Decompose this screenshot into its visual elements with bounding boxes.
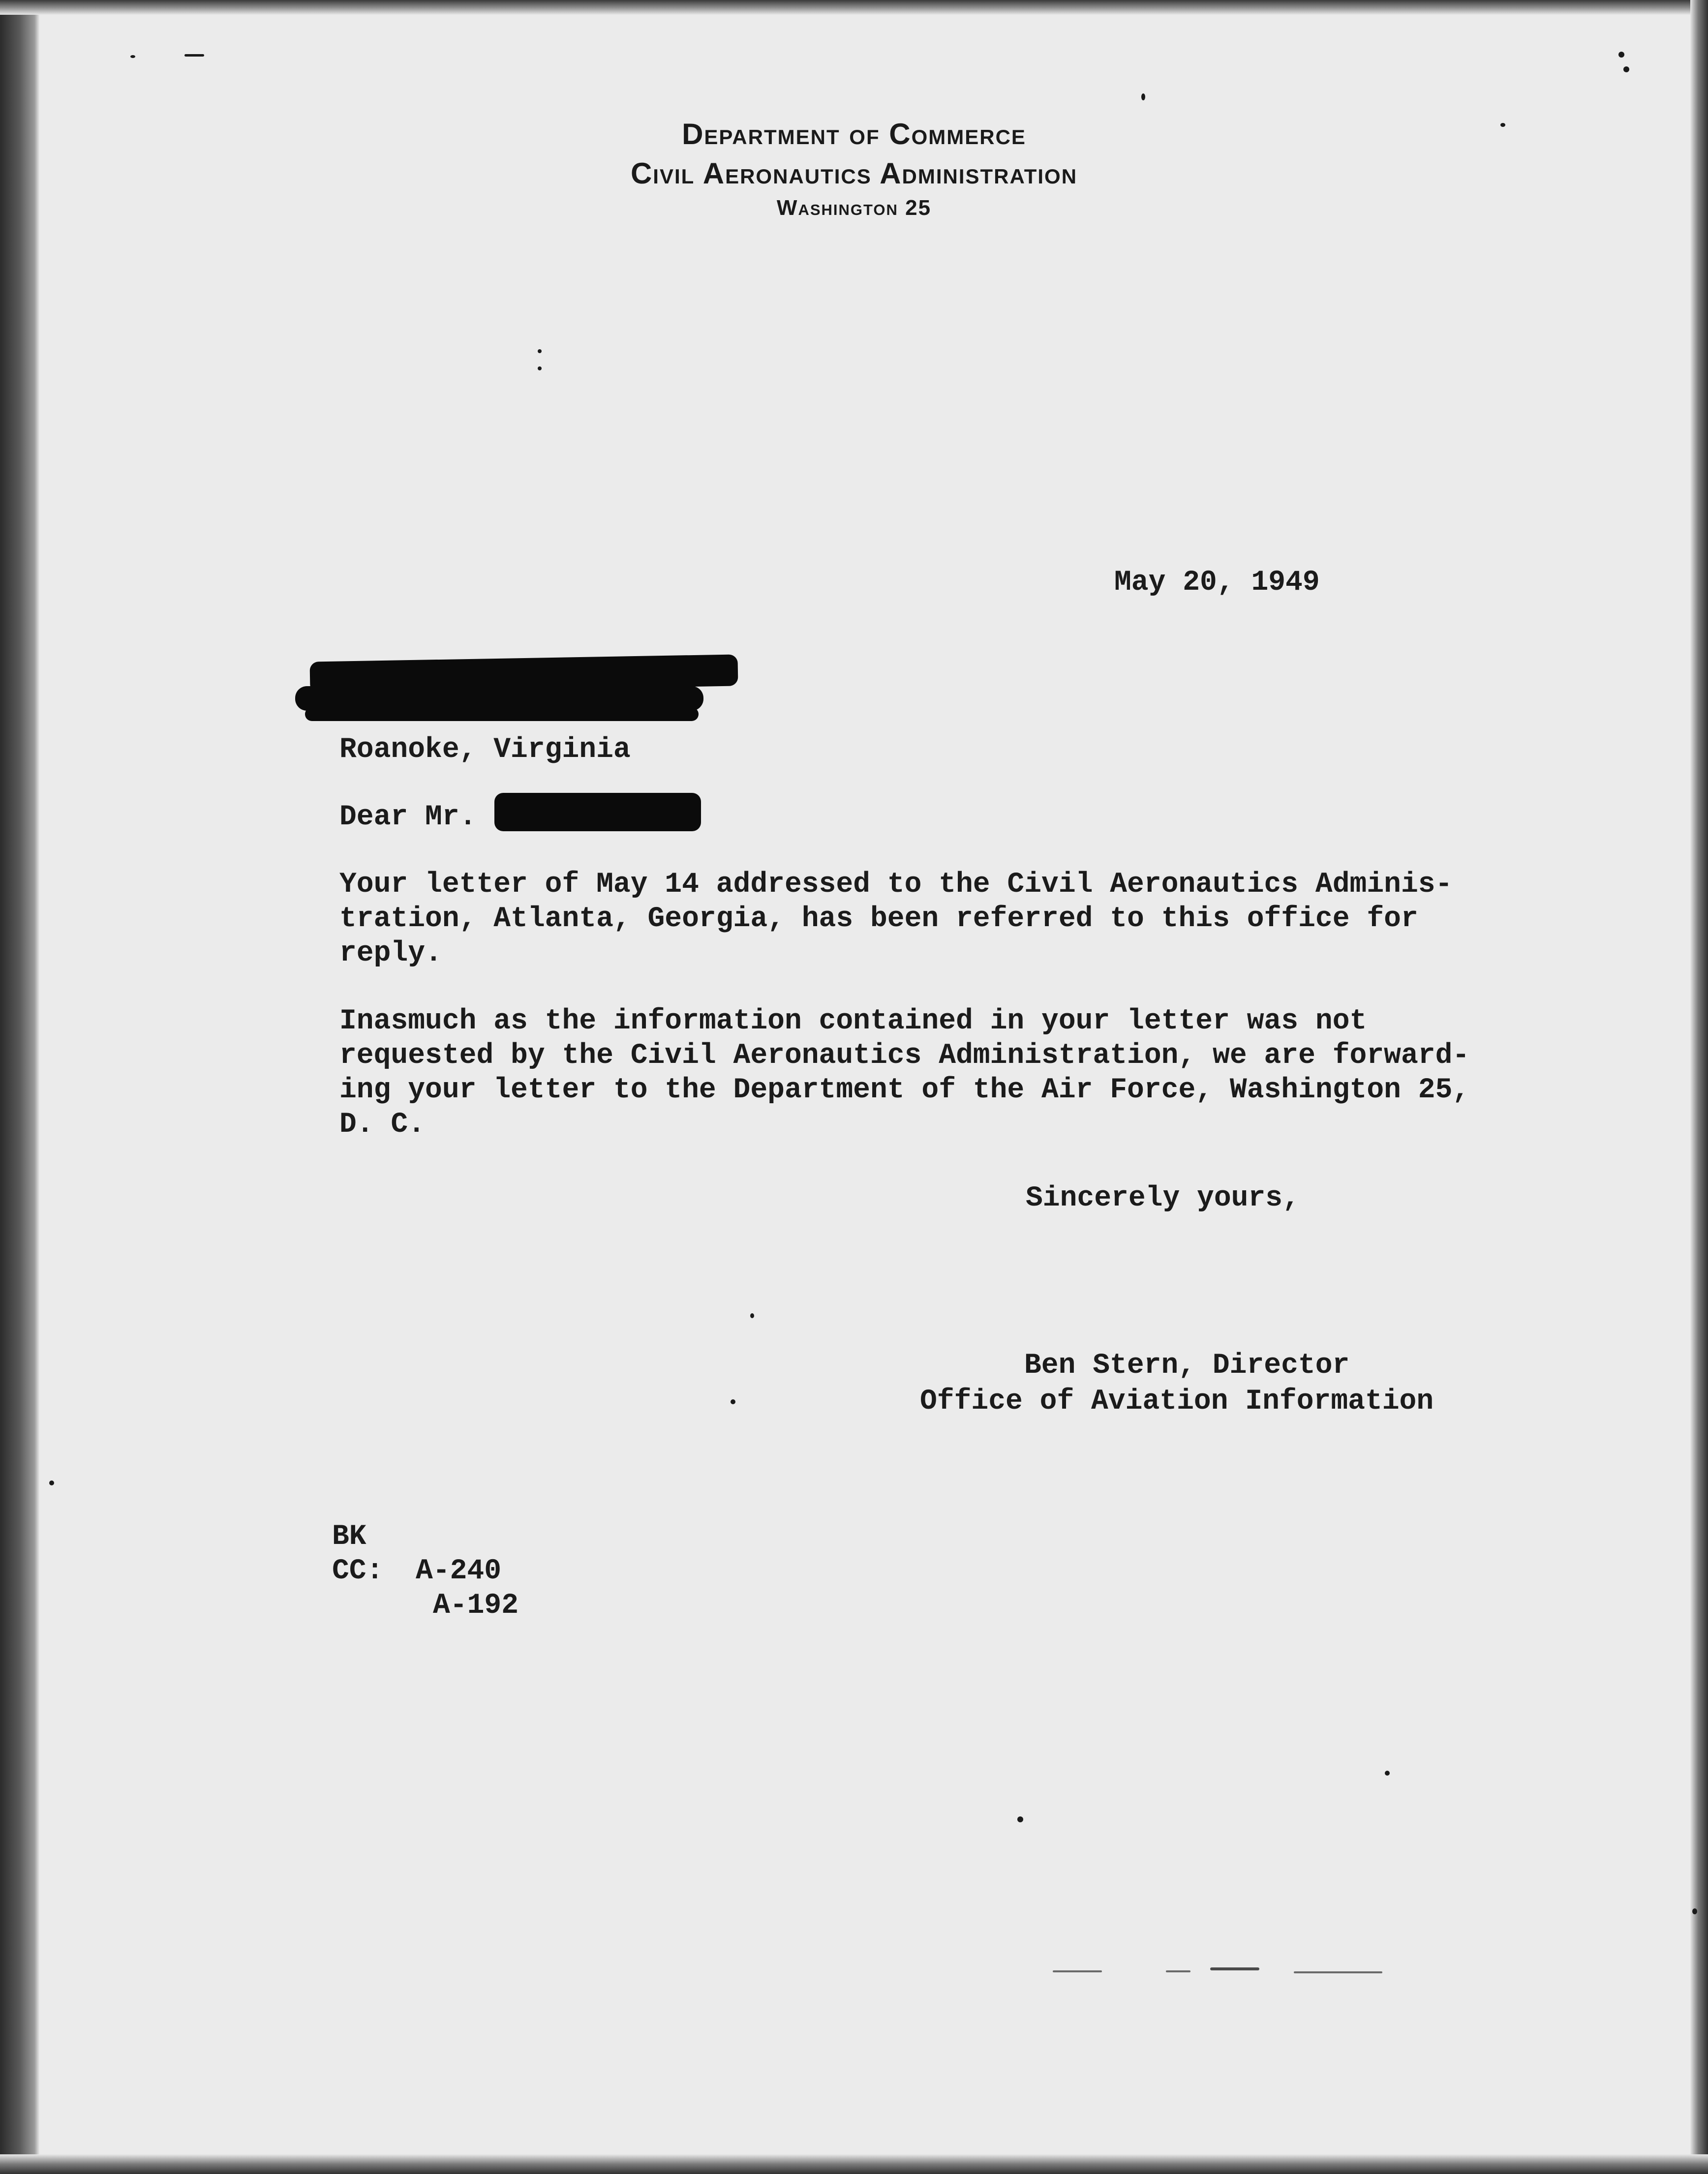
cc-item: A-192 [433,1590,519,1622]
paragraph-2-line-2: requested by the Civil Aeronautics Administration, we are forward- [339,1040,1470,1072]
paragraph-2-line-3: ing your letter to the Department of the Air Force, Washington 25, [339,1074,1470,1106]
redaction-salutation-name [494,793,701,831]
scan-speck [538,366,542,370]
scan-speck [1141,93,1145,100]
paragraph-2-line-1: Inasmuch as the information contained in your letter was not [339,1005,1367,1037]
scan-speck [731,1399,735,1404]
signer-office: Office of Aviation Information [920,1386,1434,1418]
letterhead-agency: Civil Aeronautics Administration [630,157,1078,190]
scan-edge-bottom [0,2154,1708,2174]
typist-initials: BK [332,1521,366,1553]
scan-streak [1294,1971,1382,1973]
paragraph-1-line-3: reply. [339,937,442,969]
scan-speck [1500,123,1505,127]
scan-speck [1618,52,1624,58]
closing: Sincerely yours, [1026,1182,1300,1214]
scan-speck [1017,1816,1023,1822]
scan-streak [1166,1970,1190,1972]
scan-streak [1210,1967,1259,1970]
scan-speck [1692,1908,1697,1914]
letterhead-department: Department of Commerce [682,118,1026,151]
letter-date: May 20, 1949 [1114,567,1320,599]
letterhead-city: Washington 25 [776,196,932,220]
signer-name: Ben Stern, Director [1024,1350,1350,1382]
scan-edge-right [1690,0,1708,2174]
scan-speck [184,54,204,57]
scan-speck [1385,1771,1390,1776]
scan-streak [1053,1970,1102,1972]
salutation: Dear Mr. [339,801,477,833]
scan-speck [750,1313,754,1318]
scan-speck [538,349,542,353]
paragraph-1-line-2: tration, Atlanta, Georgia, has been referred to this office for [339,903,1418,935]
cc-item: A-240 [416,1555,502,1587]
scan-speck [49,1480,54,1485]
scan-speck [130,55,135,58]
cc-label: CC: [332,1555,384,1587]
paragraph-1-line-1: Your letter of May 14 addressed to the Civil Aeronautics Adminis- [339,869,1453,901]
recipient-city: Roanoke, Virginia [339,734,631,766]
scan-edge-top [0,0,1708,15]
redaction-recipient-extra [305,707,699,721]
scan-speck [1623,66,1629,72]
scan-edge-left [0,0,39,2174]
paragraph-2-line-4: D. C. [339,1109,426,1141]
